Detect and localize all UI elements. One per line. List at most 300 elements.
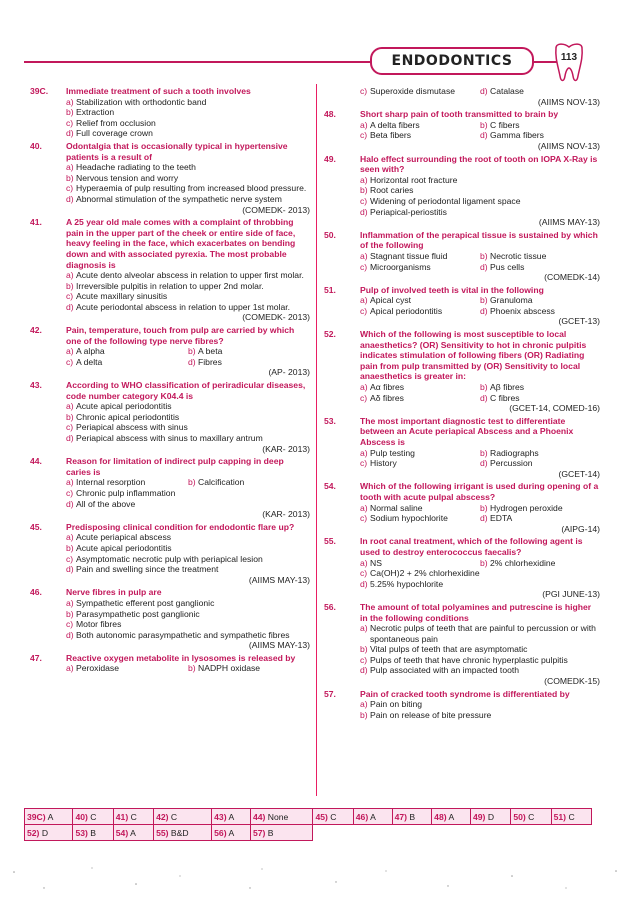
- option-item: [480, 306, 600, 317]
- question-item: [324, 154, 600, 228]
- question-number: 40.: [30, 140, 42, 151]
- question-header: [324, 329, 600, 382]
- answer-cell: [250, 809, 313, 825]
- option-text: Both autonomic parasympathetic and sympathetic fibres: [76, 629, 290, 640]
- option-letter: d): [66, 629, 74, 640]
- option-text: History: [370, 458, 397, 469]
- question-item: [324, 285, 600, 327]
- answer-cell: [432, 809, 471, 825]
- option-letter: d): [188, 356, 196, 367]
- option-item: [66, 291, 310, 302]
- column-divider: [316, 84, 317, 796]
- answer-value: B: [409, 811, 416, 822]
- option-letter: d): [360, 578, 368, 589]
- option-text: Extraction: [76, 107, 115, 118]
- option-text: Internal resorption: [76, 477, 146, 488]
- answer-value: C: [130, 811, 137, 822]
- option-text: A alpha: [76, 346, 105, 357]
- option-letter: b): [480, 119, 488, 130]
- option-text: Aα fibres: [370, 382, 405, 393]
- option-row: [66, 346, 310, 357]
- option-row: [360, 458, 600, 469]
- question-header: [30, 522, 310, 533]
- option-item: [66, 663, 188, 674]
- option-item: [480, 251, 600, 262]
- question-text: Which of the following irrigant is used during opening of a tooth with acute pulpal abscess?: [360, 481, 599, 502]
- option-text: Pulp associated with an impacted tooth: [370, 665, 520, 676]
- option-letter: c): [66, 183, 74, 194]
- question-item: [30, 653, 310, 674]
- option-item: [188, 357, 310, 368]
- question-text: Nerve fibres in pulp are: [66, 587, 162, 598]
- question-text: Inflammation of the perapical tissue is sustained by which of the following: [360, 229, 598, 251]
- option-row: [360, 393, 600, 404]
- option-letter: c): [66, 117, 74, 128]
- option-text: Hyperaemia of pulp resulting from increased blood pressure.: [76, 183, 307, 194]
- option-text: Normal saline: [370, 502, 423, 513]
- option-letter: d): [360, 665, 368, 676]
- option-item: [66, 162, 310, 173]
- option-item: [480, 262, 600, 273]
- option-letter: a): [360, 295, 368, 306]
- question-item: [324, 86, 600, 107]
- answer-row: [25, 825, 592, 841]
- option-letter: b): [66, 608, 74, 619]
- answer-value: A: [228, 811, 235, 822]
- option-item: [360, 513, 480, 524]
- question-item: [324, 416, 600, 480]
- option-letter: c): [360, 654, 368, 665]
- option-letter: b): [480, 557, 488, 568]
- option-item: [66, 346, 188, 357]
- option-text: Necrotic pulps of teeth that are painful to percussion or with spontaneous pain: [370, 623, 596, 644]
- option-letter: d): [66, 193, 74, 204]
- option-letter: a): [66, 346, 74, 357]
- question-item: [30, 141, 310, 215]
- option-item: [480, 448, 600, 459]
- scan-speckles: [0, 858, 638, 898]
- option-text: Beta fibers: [370, 130, 412, 141]
- question-item: [324, 536, 600, 600]
- answer-number: 51): [553, 811, 567, 822]
- answer-value: B: [267, 827, 274, 838]
- question-text: Immediate treatment of such a tooth involves: [66, 86, 251, 96]
- option-letter: d): [66, 301, 74, 312]
- question-source: (AIIMS NOV-13): [537, 96, 600, 107]
- option-text: Acute apical periodontitis: [76, 542, 172, 553]
- answer-number: 41): [115, 811, 129, 822]
- option-text: Chronic apical periodontitis: [76, 411, 180, 422]
- question-source: (GCET-14, COMED-16): [509, 403, 600, 414]
- option-item: [66, 281, 310, 292]
- option-item: [66, 107, 310, 118]
- option-text: Peroxidase: [76, 663, 119, 674]
- option-item: [360, 623, 600, 644]
- option-text: Asymptomatic necrotic pulp with periapical lesion: [76, 553, 263, 564]
- option-letter: d): [360, 206, 368, 217]
- option-text: Ca(OH)2 + 2% chlorhexidine: [370, 568, 480, 579]
- option-text: Root caries: [370, 185, 414, 196]
- option-text: Periapical abscess with sinus to maxillary antrum: [76, 433, 263, 443]
- option-item: [360, 262, 480, 273]
- question-text: The amount of total polyamines and putrescine is higher in the following conditions: [360, 601, 592, 623]
- option-text: Headache radiating to the teeth: [76, 162, 196, 173]
- option-text: Full coverage crown: [76, 128, 153, 139]
- option-item: [66, 401, 310, 412]
- option-item: [360, 295, 480, 306]
- option-text: Phoenix abscess: [490, 305, 555, 316]
- answer-number: 45): [315, 811, 328, 822]
- option-text: Microorganisms: [370, 261, 431, 272]
- option-item: [360, 251, 480, 262]
- option-item: [66, 619, 310, 630]
- option-letter: a): [360, 557, 368, 568]
- option-text: Sympathetic efferent post ganglionic: [76, 597, 215, 608]
- option-item: [360, 175, 600, 186]
- option-letter: c): [360, 568, 368, 579]
- option-item: [66, 183, 310, 194]
- option-item: [66, 128, 310, 139]
- question-item: [30, 380, 310, 454]
- question-source: (AIIMS MAY-13): [248, 574, 310, 585]
- answer-number: 52): [27, 827, 40, 838]
- option-text: Horizontal root fracture: [370, 174, 458, 185]
- answer-value: A: [370, 811, 376, 822]
- option-row: [66, 477, 310, 488]
- option-row: [360, 262, 600, 273]
- question-text: Odontalgia that is occasionally typical in hypertensive patients is a result of: [66, 140, 288, 162]
- option-item: [480, 393, 600, 404]
- answer-value: D: [41, 827, 49, 838]
- option-text: Fibres: [198, 356, 222, 367]
- answer-number: 39C): [27, 811, 46, 822]
- option-item: [66, 543, 310, 554]
- option-row: [66, 663, 310, 674]
- answer-number: 40): [75, 811, 88, 822]
- answer-value: None: [267, 811, 289, 822]
- answer-number: 54): [115, 827, 129, 838]
- option-letter: b): [480, 502, 488, 513]
- answer-value: A: [130, 827, 136, 838]
- left-column: [30, 86, 310, 676]
- question-source: (COMEDK-14): [544, 272, 600, 283]
- option-text: Pulps of teeth that have chronic hyperplastic pulpitis: [370, 654, 568, 665]
- question-number: 44.: [30, 456, 42, 467]
- option-item: [360, 458, 480, 469]
- answer-cell: [511, 809, 551, 825]
- option-item: [66, 270, 310, 281]
- question-text: Reason for limitation of indirect pulp capping in deep caries is: [66, 456, 284, 477]
- option-letter: b): [66, 280, 74, 291]
- question-number: 41.: [30, 217, 42, 228]
- question-number: 49.: [324, 153, 336, 164]
- option-text: Apical periodontitis: [370, 305, 443, 316]
- answer-number: 42): [156, 811, 169, 822]
- question-item: [324, 109, 600, 151]
- answer-number: 57): [252, 827, 266, 838]
- question-source: (AIPG-14): [561, 523, 600, 534]
- option-item: [480, 86, 600, 97]
- option-letter: a): [66, 532, 74, 543]
- question-text: Reactive oxygen metabolite in lysosomes is released by: [66, 652, 296, 663]
- option-text: Acute dento alveolar abscess in relation to upper first molar.: [76, 270, 304, 281]
- answer-number: 49): [473, 811, 486, 822]
- option-letter: b): [360, 709, 368, 720]
- option-text: 5.25% hypochlorite: [370, 578, 444, 589]
- answer-key: [24, 808, 592, 841]
- page-number: 113: [560, 52, 578, 63]
- option-text: Hydrogen peroxide: [490, 502, 563, 513]
- answer-number: 56): [214, 827, 227, 838]
- option-letter: a): [360, 250, 368, 261]
- question-header: [30, 587, 310, 598]
- option-item: [360, 448, 480, 459]
- question-item: [30, 587, 310, 651]
- answer-cell: [25, 825, 73, 841]
- question-number: 48.: [324, 109, 336, 120]
- option-item: [188, 477, 310, 488]
- answer-cell: [212, 809, 251, 825]
- option-text: Percussion: [490, 458, 533, 469]
- option-letter: c): [66, 422, 74, 433]
- answer-number: 46): [355, 811, 369, 822]
- option-text: Radiographs: [490, 447, 539, 458]
- question-number: 52.: [324, 329, 336, 340]
- question-header: [324, 536, 600, 557]
- option-letter: d): [480, 392, 488, 403]
- answer-cell: [212, 825, 251, 841]
- answer-number: 43): [214, 811, 227, 822]
- question-number: 39C.: [30, 86, 49, 96]
- option-text: Vital pulps of teeth that are asymptomatic: [370, 644, 528, 655]
- option-row: [360, 558, 600, 569]
- option-text: All of the above: [76, 498, 136, 509]
- question-source: (AIIMS MAY-13): [248, 640, 310, 651]
- option-text: Granuloma: [490, 295, 533, 306]
- option-text: Apical cyst: [370, 295, 412, 306]
- option-text: Calcification: [198, 477, 245, 488]
- answer-cell: [313, 809, 353, 825]
- answer-number: 50): [513, 811, 526, 822]
- option-letter: c): [360, 86, 368, 96]
- option-letter: a): [360, 502, 368, 513]
- option-item: [480, 382, 600, 393]
- answer-value: C: [90, 811, 97, 822]
- option-letter: c): [360, 261, 368, 272]
- question-header: [30, 217, 310, 270]
- answer-value: B: [90, 827, 97, 838]
- option-item: [360, 579, 600, 590]
- option-letter: d): [480, 86, 488, 96]
- option-letter: d): [66, 433, 74, 443]
- option-item: [66, 609, 310, 620]
- answer-value: D: [487, 811, 495, 822]
- question-source: (KAR- 2013): [262, 509, 310, 520]
- option-row: [360, 86, 600, 97]
- question-header: [324, 285, 600, 296]
- option-item: [360, 306, 480, 317]
- answer-value: A: [448, 811, 455, 822]
- question-number: 56.: [324, 601, 336, 612]
- option-item: [480, 120, 600, 131]
- option-letter: b): [480, 250, 488, 261]
- option-letter: c): [360, 392, 368, 403]
- question-header: [30, 456, 310, 477]
- option-text: EDTA: [490, 513, 513, 524]
- answer-number: 53): [75, 827, 88, 838]
- answer-cell: [353, 809, 392, 825]
- option-letter: d): [480, 130, 488, 141]
- question-item: [30, 325, 310, 378]
- answer-value: B&D: [170, 827, 189, 838]
- question-item: [324, 481, 600, 534]
- option-item: [66, 422, 310, 433]
- option-letter: b): [188, 663, 196, 674]
- question-header: [324, 689, 600, 700]
- answer-number: 44): [252, 811, 266, 822]
- question-source: (AP- 2013): [268, 367, 310, 378]
- option-letter: c): [360, 458, 368, 469]
- question-text: Predisposing clinical condition for endodontic flare up?: [66, 521, 295, 532]
- question-number: 46.: [30, 587, 42, 598]
- question-text: A 25 year old male comes with a complaint of throbbing pain in the upper part of the cheek or entire side of face, heavy feeling in the face, which exacerbates on bending down and with associated pyrexia. The most probable diagnosis is: [66, 217, 296, 270]
- question-text: Short sharp pain of tooth transmitted to brain by: [360, 109, 559, 120]
- option-letter: d): [480, 458, 488, 469]
- option-item: [66, 532, 310, 543]
- question-header: [30, 653, 310, 664]
- option-item: [480, 503, 600, 514]
- option-letter: b): [66, 411, 74, 422]
- option-item: [360, 207, 600, 218]
- option-item: [360, 196, 600, 207]
- right-column: [324, 86, 600, 722]
- question-source: (COMEDK- 2013): [242, 204, 310, 215]
- option-text: C fibers: [490, 119, 520, 130]
- option-item: [360, 568, 600, 579]
- option-letter: b): [360, 644, 368, 655]
- option-letter: a): [66, 96, 74, 107]
- option-text: Relief from occlusion: [76, 117, 156, 128]
- answer-cell: [471, 809, 511, 825]
- option-text: Catalase: [490, 86, 524, 96]
- question-number: 54.: [324, 481, 336, 492]
- option-text: A delta: [76, 356, 103, 367]
- option-letter: a): [66, 663, 74, 674]
- option-item: [66, 630, 310, 641]
- option-text: Abnormal stimulation of the sympathetic nerve system: [76, 193, 282, 204]
- option-letter: d): [480, 305, 488, 316]
- option-row: [360, 306, 600, 317]
- question-item: [324, 329, 600, 414]
- question-number: 45.: [30, 521, 42, 532]
- option-text: Aβ fibres: [490, 382, 525, 393]
- answer-cell: [73, 809, 113, 825]
- option-row: [360, 120, 600, 131]
- option-letter: b): [360, 185, 368, 196]
- option-letter: c): [360, 305, 368, 316]
- option-letter: b): [480, 447, 488, 458]
- option-row: [360, 382, 600, 393]
- question-item: [324, 230, 600, 283]
- question-header: [30, 325, 310, 346]
- option-item: [360, 644, 600, 655]
- option-item: [66, 499, 310, 510]
- option-item: [360, 185, 600, 196]
- tooth-icon: [552, 42, 586, 84]
- question-header: [30, 380, 310, 401]
- question-text: Which of the following is most susceptible to local anaesthetics? (OR) Sensitivity to hot in chronic pulpitis indicates stimulation of following fibers (OR) Radiating pain from pulp transmitted by (OR) Sensitivity to local anaesthetics is greater in:: [360, 329, 587, 382]
- option-text: Parasympathetic post ganglionic: [76, 608, 200, 619]
- option-text: Periapical-periostitis: [370, 206, 447, 217]
- option-item: [360, 655, 600, 666]
- question-text: Halo effect surrounding the root of tooth on IOPA X-Ray is seen with?: [360, 153, 598, 175]
- option-item: [66, 554, 310, 565]
- option-row: [360, 130, 600, 141]
- option-text: Pain and swelling since the treatment: [76, 564, 219, 575]
- option-item: [66, 564, 310, 575]
- question-number: 50.: [324, 229, 336, 240]
- question-header: [324, 481, 600, 502]
- option-item: [66, 433, 310, 444]
- option-text: Chronic pulp inflammation: [76, 487, 176, 498]
- option-letter: a): [360, 382, 368, 393]
- option-item: [360, 382, 480, 393]
- option-letter: a): [66, 597, 74, 608]
- question-item: [30, 522, 310, 586]
- option-text: Necrotic tissue: [490, 250, 547, 261]
- option-item: [360, 393, 480, 404]
- option-letter: b): [66, 542, 74, 553]
- option-row: [360, 251, 600, 262]
- option-item: [360, 120, 480, 131]
- question-text: In root canal treatment, which of the following agent is used to destroy enterococcus faecalis?: [360, 536, 583, 557]
- answer-cell: [392, 809, 432, 825]
- option-text: C fibres: [490, 392, 520, 403]
- option-text: A delta fibers: [370, 119, 420, 130]
- question-header: [324, 154, 600, 175]
- option-text: NS: [370, 557, 382, 568]
- option-letter: a): [360, 119, 368, 130]
- question-source: (GCET-14): [558, 468, 600, 479]
- option-item: [480, 558, 600, 569]
- option-text: Acute apical periodontitis: [76, 401, 172, 412]
- question-number: 57.: [324, 688, 336, 699]
- option-letter: c): [66, 619, 74, 630]
- option-item: [66, 477, 188, 488]
- question-number: 51.: [324, 284, 336, 295]
- option-item: [188, 663, 310, 674]
- question-header: [30, 86, 310, 97]
- option-item: [66, 173, 310, 184]
- option-text: Acute periapical abscess: [76, 532, 172, 543]
- option-item: [480, 130, 600, 141]
- option-text: Stagnant tissue fluid: [370, 250, 448, 261]
- option-item: [360, 503, 480, 514]
- option-letter: b): [66, 107, 74, 118]
- option-item: [66, 488, 310, 499]
- option-item: [66, 97, 310, 108]
- option-item: [480, 295, 600, 306]
- answer-cell: [113, 825, 153, 841]
- option-item: [360, 130, 480, 141]
- option-row: [360, 513, 600, 524]
- question-number: 53.: [324, 415, 336, 426]
- option-text: Pus cells: [490, 261, 525, 272]
- option-letter: c): [66, 553, 74, 564]
- answer-number: 48): [434, 811, 447, 822]
- option-letter: d): [480, 261, 488, 272]
- option-text: Motor fibres: [76, 619, 122, 630]
